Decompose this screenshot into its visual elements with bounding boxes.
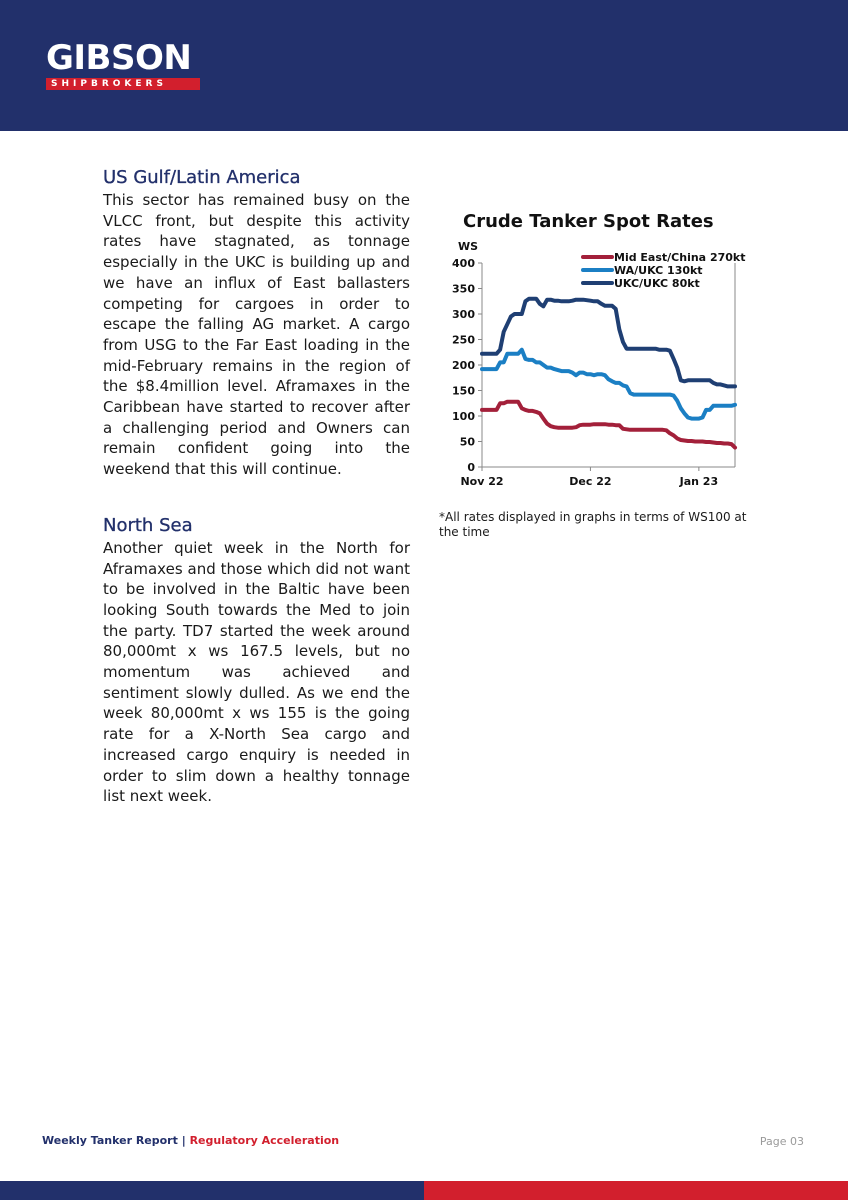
chart-footnote: *All rates displayed in graphs in terms of WS100 at the time xyxy=(439,510,747,539)
x-tick-label: Nov 22 xyxy=(460,475,504,488)
y-tick-label: 50 xyxy=(459,435,475,449)
section-body: This sector has remained busy on the VLCC front, but despite this activity rates have stagnated, as tonnage especially in the UKC is building up and we have an influx of East ballasters competing for cargoes in order to escape the falling AG market. A cargo from USG to the Far East loading in the mid-February remains in the region of the $8.4million level. Aframaxes in the Caribbean have started to recover after a challenging period and Owners can remain confident going into the weekend that this will continue. xyxy=(103,191,410,479)
section-us-gulf xyxy=(103,166,410,480)
footer-bar-red xyxy=(424,1181,848,1200)
logo-wordmark: GIBSON xyxy=(46,38,192,78)
page-number: Page 03 xyxy=(759,1135,804,1148)
crude-tanker-chart xyxy=(430,200,750,500)
series-line-3 xyxy=(482,299,735,387)
logo-subtitle: SHIPBROKERS xyxy=(46,78,200,90)
footer-separator: | xyxy=(177,1134,190,1147)
x-tick-label: Jan 23 xyxy=(679,475,719,488)
series-line-1 xyxy=(482,402,735,448)
y-tick-label: 250 xyxy=(452,333,475,347)
footer-report-title xyxy=(42,1134,339,1147)
report-name: Weekly Tanker Report xyxy=(42,1134,178,1147)
legend-label: Mid East/China 270kt xyxy=(614,251,746,264)
y-tick-label: 400 xyxy=(452,257,475,270)
section-title: US Gulf/Latin America xyxy=(103,167,301,188)
gibson-logo xyxy=(46,38,202,90)
chart-title: Crude Tanker Spot Rates xyxy=(463,211,714,232)
section-body: Another quiet week in the North for Aframaxes and those which did not want to be involved in the Baltic have been looking South towards the Med to join the party. TD7 started the week around 80,000mt x ws 167.5 levels, but no momentum was achieved and sentiment slowly dulled. As we end the week 80,000mt x ws 155 is the going rate for a X-North Sea cargo and increased cargo enquiry is needed in order to slim down a healthy tonnage list next week. xyxy=(103,538,410,806)
y-tick-label: 200 xyxy=(452,359,475,372)
y-axis-label: WS xyxy=(458,240,479,253)
chart-svg xyxy=(430,200,750,500)
legend-label: WA/UKC 130kt xyxy=(614,264,703,277)
section-title: North Sea xyxy=(103,514,193,536)
y-tick-label: 350 xyxy=(452,282,475,296)
y-tick-label: 150 xyxy=(452,384,475,398)
page-header xyxy=(0,0,848,131)
text-column xyxy=(103,166,410,807)
legend-label: UKC/UKC 80kt xyxy=(614,277,700,290)
report-subtitle: Regulatory Acceleration xyxy=(189,1134,340,1147)
y-tick-label: 300 xyxy=(452,308,475,321)
y-tick-label: 100 xyxy=(452,410,475,423)
x-tick-label: Dec 22 xyxy=(569,475,612,488)
footer-bar-navy xyxy=(0,1181,424,1200)
y-tick-label: 0 xyxy=(467,461,475,474)
section-north-sea xyxy=(103,514,410,807)
